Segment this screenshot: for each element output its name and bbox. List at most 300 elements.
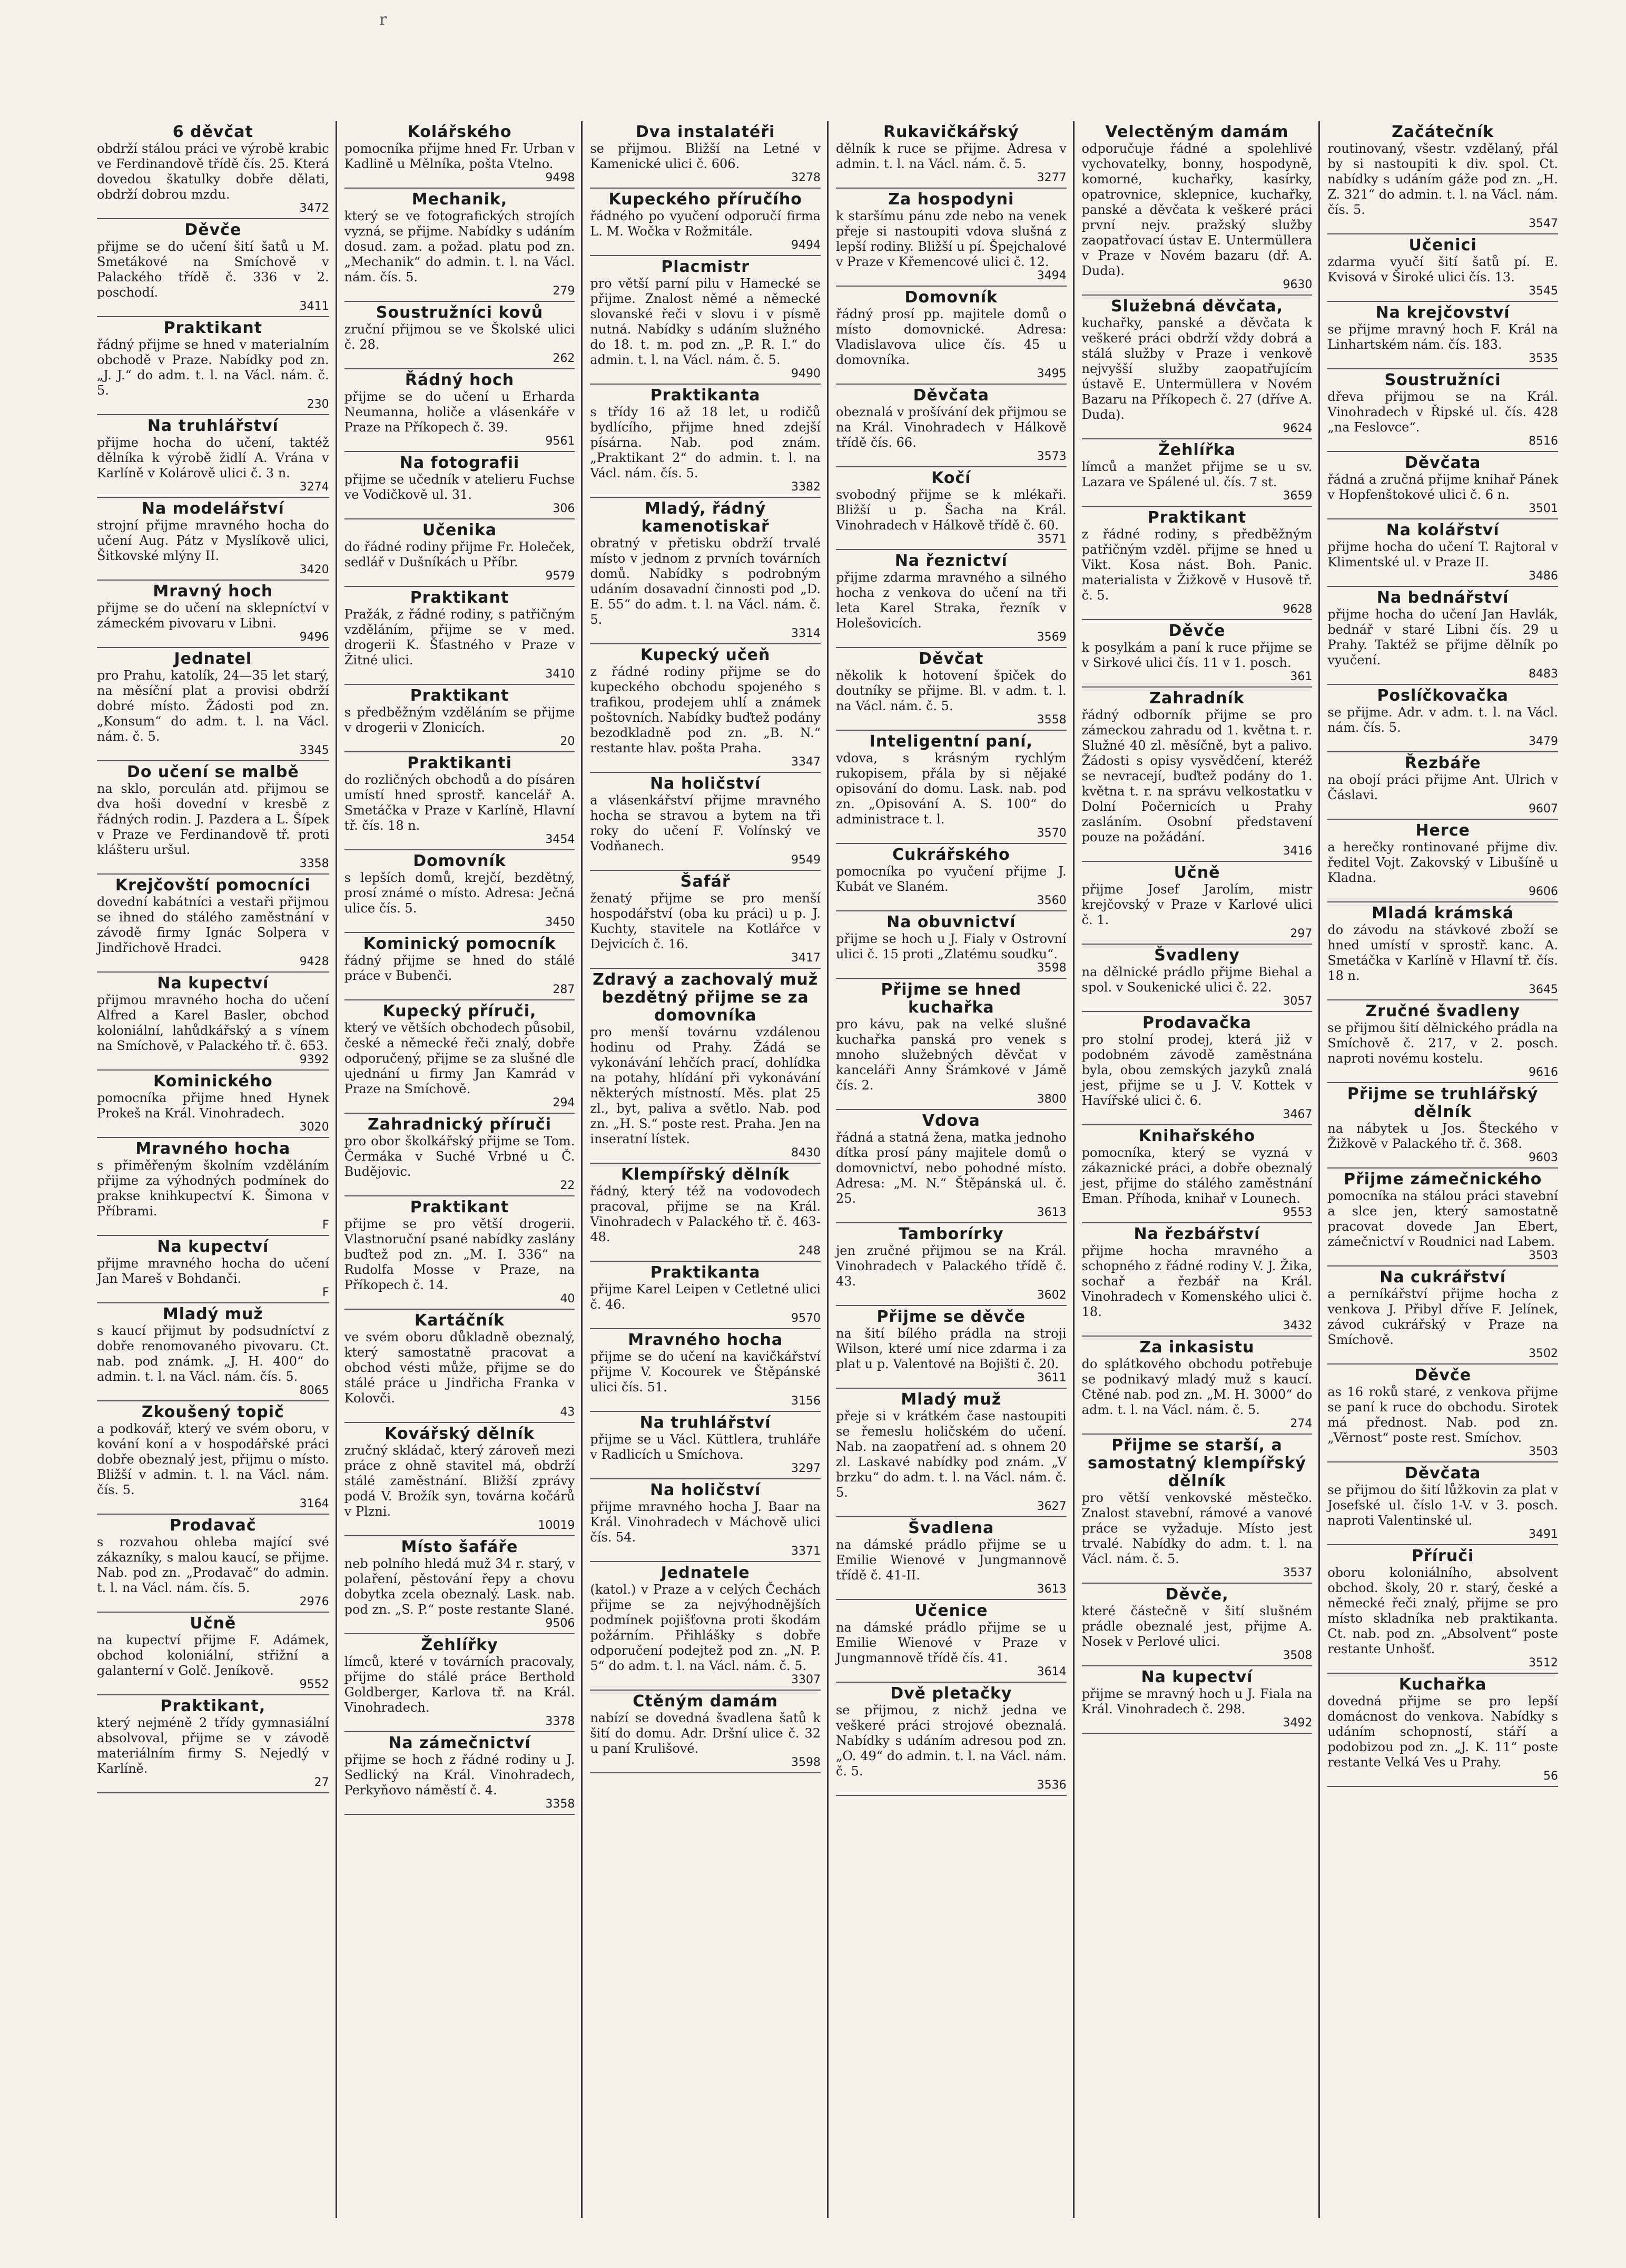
classified-ad — [344, 1536, 575, 1634]
ad-text — [590, 1711, 821, 1769]
ad-title: Děvče — [1414, 1366, 1472, 1385]
ad-body: několik k hotovení špiček do doutníky se přijme. Bl. v adm. t. l. na Václ. nám. č. 5. — [835, 668, 1067, 713]
column-4 — [827, 121, 1073, 2218]
ad-body: do řádné rodiny přijme Fr. Holeček, sedlář v Dušníkách u Příbr. — [344, 539, 575, 570]
ad-text — [97, 239, 329, 313]
ad-title: Na cukrářství — [1379, 1268, 1506, 1287]
classified-ad — [836, 731, 1067, 844]
ad-code: 9607 — [1528, 802, 1558, 816]
ad-text — [1327, 607, 1558, 681]
classified-ad — [97, 219, 329, 317]
classified-ad — [344, 121, 575, 189]
classified-ad — [344, 1310, 575, 1423]
ad-code: 3020 — [299, 1121, 329, 1134]
ad-code: 3432 — [1283, 1319, 1313, 1332]
ad-body: přijme se pro větší drogerii. Vlastnoruční psané nabídky zaslány buďtež pod zn. „M. I. 336“ na Rudolfa Mosse v Praze, na Příkopech č. 14. — [344, 1216, 575, 1292]
ad-body: přijme zdarma mravného a silného hocha z venkova do učení na tři leta Karel Straka, řezník v Holešovicích. — [835, 570, 1067, 631]
classified-ad — [590, 498, 821, 644]
ad-body: přijme se hoch u J. Fialy v Ostrovní ulici č. 15 proti „Zlatému soudku“. — [835, 931, 1067, 961]
ad-code: 9494 — [791, 239, 821, 252]
ad-body: jen zručné přijmou se na Král. Vinohradech v Palackého třídě č. 43. — [835, 1243, 1067, 1289]
ad-body: na dámské prádlo přijme se u Emilie Wienové v Praze v Jungmannově třídě čís. 41. — [835, 1620, 1067, 1665]
ad-code: F — [322, 1219, 329, 1232]
classified-ad — [836, 385, 1067, 467]
ad-text — [1327, 1020, 1558, 1079]
ad-body: z řádné rodiny přijme se do kupeckého obchodu spojeného s trafikou, prodejem uhlí a známek poštovních. Nabídky buďtež podány bezodkladně pod zn. „B. N.“ restante hlav. pošta Praha. — [590, 664, 821, 755]
ad-code: 3495 — [1037, 367, 1067, 380]
ad-body: dělník k ruce se přijme. Adresa v admin. t. l. na Václ. nám. č. 5. — [835, 141, 1067, 171]
ad-code: 262 — [553, 352, 575, 365]
ad-text — [97, 1158, 329, 1232]
classified-ad — [344, 933, 575, 1000]
ad-text — [1327, 1189, 1558, 1262]
ad-code: 361 — [1290, 670, 1313, 683]
classified-ad — [1082, 1125, 1313, 1223]
classified-ad — [97, 648, 329, 761]
ad-code: 2976 — [299, 1595, 329, 1608]
ad-text — [590, 1582, 821, 1686]
ad-title: Praktikant — [410, 588, 509, 607]
ad-title: Zkoušený topič — [141, 1403, 284, 1421]
classified-ad — [836, 1683, 1067, 1796]
ad-code: 3491 — [1528, 1528, 1558, 1541]
ad-code: 3486 — [1528, 570, 1558, 583]
classified-ad — [836, 1600, 1067, 1683]
classified-ad — [1327, 820, 1558, 902]
ad-code: 3501 — [1528, 502, 1558, 515]
ad-title: Učenika — [422, 521, 497, 539]
classified-ad — [97, 875, 329, 973]
ad-title: Kominický pomocník — [363, 935, 556, 953]
column-1 — [90, 121, 336, 2218]
ad-body: přijme se mravný hoch u J. Fiala na Král. Vinohradech č. 298. — [1081, 1686, 1313, 1716]
ad-body: přijme Josef Jarolím, mistr krejčovský v Praze v Karlové ulici č. 1. — [1081, 882, 1313, 927]
ad-body: pro větší venkovské městečko. Znalost stavební, rámové a vanové práce se vyžaduje. Místo jest trvalé. Nabídky do adm. t. l. na Václ. nám. č. 5. — [1081, 1490, 1313, 1566]
ad-text — [1327, 705, 1558, 748]
classified-ad — [344, 1732, 575, 1815]
classified-ad — [590, 385, 821, 498]
ad-title: Praktikant — [410, 1198, 509, 1216]
ad-text — [1082, 882, 1313, 940]
ad-text — [97, 141, 329, 215]
ad-title: Přijme se děvče — [876, 1308, 1026, 1326]
ad-code: 3307 — [791, 1673, 821, 1686]
ad-title: Domovník — [904, 288, 998, 307]
ad-body: obratný v přetisku obdrží trvalé místo v jednom z prvních továrních domů. Nabídky s podrobným udáním dosavadní činnosti pod „D. E. 55“ do adm. t. l. na Václ. nám. č. 5. — [590, 536, 821, 627]
ad-text — [1082, 316, 1313, 435]
ad-text — [344, 141, 575, 184]
classified-ad — [1082, 439, 1313, 507]
ad-body: do splátkového obchodu potřebuje se podnikavý mladý muž s kaucí. Ctěné nab. pod zn. „M. H. 3000“ do adm. t. l. na Václ. nám. č. 5. — [1081, 1357, 1313, 1417]
ad-code: 9392 — [299, 1053, 329, 1066]
ad-code: 3613 — [1037, 1583, 1067, 1596]
ad-code: 3611 — [1037, 1371, 1067, 1385]
ad-code: 22 — [560, 1179, 575, 1192]
ad-code: 3537 — [1283, 1566, 1313, 1579]
ad-title: Na krejčovství — [1375, 303, 1510, 322]
ad-title: Řezbáře — [1404, 754, 1481, 772]
ad-code: 3570 — [1037, 827, 1067, 840]
ad-code: 9552 — [299, 1678, 329, 1691]
ad-text — [97, 337, 329, 411]
ad-code: 3512 — [1528, 1656, 1558, 1670]
ad-body: do rozličných obchodů a do písáren umístí hned sprostř. kancelář A. Smetáčka v Praze v Karlíně, Hlavní tř. čís. 18 n. — [344, 772, 575, 833]
ad-code: 3494 — [1037, 269, 1067, 282]
ad-title: Mladý muž — [162, 1305, 263, 1323]
ad-code: 287 — [553, 983, 575, 996]
ad-body: do závodu na stávkové zboží se hned umístí v sprostř. kanc. A. Smetáčka v Karlíně v Hlavní tř. čís. 18 n. — [1327, 922, 1558, 983]
ad-text — [344, 705, 575, 748]
ad-code: 9624 — [1283, 422, 1313, 435]
ad-code: 3371 — [791, 1545, 821, 1558]
ad-title: Kolářského — [407, 123, 512, 141]
ad-title: Praktikanta — [650, 386, 761, 405]
ad-body: a herečky rontinované přijme div. ředitel Vojt. Zakovský v Libušíně u Kladna. — [1327, 840, 1558, 885]
classified-ad — [1082, 688, 1313, 862]
ad-body: řádný odborník přijme se pro zámeckou zahradu od 1. května t. r. Služné 40 zl. měsíčně, byt a palivo. Žádosti s opisy vysvědčení, kteréž se nevracejí, buďtež podány do 1. května t. r. na správu velkostatku v Dolní Počernicích u Prahy zasláním. Osobní představení pouze na požádání. — [1081, 708, 1313, 845]
ad-code: 3345 — [299, 744, 329, 757]
ad-code: 3420 — [299, 563, 329, 576]
classified-ad — [1082, 121, 1313, 296]
classified-ad — [1082, 507, 1313, 620]
ad-title: Přijme se hned kuchařka — [881, 980, 1022, 1017]
ad-text — [836, 1537, 1067, 1596]
ad-body: přijme hocha do učení Jan Havlák, bednář v staré Libni čís. 29 u Prahy. Taktéž se přijme dělník po vyučení. — [1327, 607, 1558, 667]
ad-text — [836, 1243, 1067, 1302]
ad-code: 43 — [560, 1406, 575, 1419]
ad-title: Na fotografii — [399, 454, 520, 472]
classified-ad — [1082, 1337, 1313, 1435]
ad-body: oboru koloniálního, absolvent obchod. školy, 20 r. starý, české a německé řeči znalý, přijme se pro místo skladníka neb praktikanta. Ct. nab. pod zn. „Absolvent“ poste restante Unhošť. — [1327, 1565, 1558, 1656]
ad-body: se přijmou, z nichž jedna ve veškeré práci strojové obeznalá. Nabídky s udáním adresou pod zn. „O. 49“ do admin. t. l. na Václ. nám. č. 5. — [835, 1703, 1067, 1779]
ad-body: dovední kabátníci a vestaři přijmou se ihned do stálého zaměstnání v závodě firmy Ignác Solpera v Jindřichově Hradci. — [97, 895, 329, 955]
ad-code: 9496 — [299, 631, 329, 644]
ad-title: Prodavač — [169, 1516, 257, 1535]
classified-ad — [590, 773, 821, 871]
ad-text — [97, 601, 329, 644]
ad-code: 9428 — [299, 955, 329, 968]
ad-text — [344, 1752, 575, 1811]
ad-text — [836, 1409, 1067, 1513]
classified-ad — [97, 1515, 329, 1613]
ad-code: 230 — [307, 398, 329, 411]
ad-title: Kupecký příruči, — [382, 1002, 537, 1020]
ad-title: Švadleny — [1154, 946, 1240, 965]
ad-title: Na obuvnictví — [886, 913, 1016, 931]
ad-body: který nejméně 2 třídy gymnasiální absolvoval, přijme se v závodě materiálním firmy S. Nejedlý v Karlíně. — [97, 1715, 329, 1776]
ad-body: na obojí práci přijme Ant. Ulrich v Čáslavi. — [1327, 772, 1558, 802]
ad-body: pro větší parní pilu v Hamecké se přijme. Znalost němé a německé slovanské řeči v slovu i v písmě nutná. Nabídky s udáním služného do 18. t. m. pod zn. „P. R. I.“ do admin. t. l. na Václ. nám. č. 5. — [590, 276, 821, 367]
ad-body: na sklo, porculán atd. přijmou se dva hoši dovední v kresbě z řádných rodin. J. Pazdera a L. Šípek v Praze ve Ferdinandově tř. proti klášteru uršul. — [97, 781, 329, 857]
ad-code: 9490 — [791, 367, 821, 380]
classified-ad — [1327, 1674, 1558, 1787]
ad-text — [1082, 1686, 1313, 1730]
ad-title: Jednatel — [174, 650, 252, 668]
ad-title: Mravný hoch — [153, 582, 273, 601]
ad-text — [1327, 922, 1558, 996]
ad-body: se přijmou do šití lůžkovin za plat v Josefské ul. číslo 1-V. v 3. posch. naproti Valentinské ul. — [1327, 1482, 1558, 1528]
ad-body: pomocníka přijme hned Hynek Prokeš na Král. Vinohradech. — [97, 1091, 329, 1121]
ad-body: routinovaný, všestr. vzdělaný, přál by si nastoupiti k div. spol. Ct. nabídky s udáním gáže pod zn. „H. Z. 321“ do admin. t. l. na Václ. nám. čís. 5. — [1327, 141, 1558, 217]
ad-code: 3411 — [299, 300, 329, 313]
ad-text — [344, 1020, 575, 1110]
classified-ad — [97, 1071, 329, 1138]
classified-ad — [344, 369, 575, 452]
classified-ad — [590, 969, 821, 1164]
ad-title: Kovářský dělník — [385, 1425, 535, 1443]
ad-title: Klempířský dělník — [621, 1165, 790, 1184]
classified-ad — [590, 1479, 821, 1562]
ad-body: přeje si v krátkém čase nastoupiti se řemeslu holičském do učení. Nab. na zaopatření ad. s ohnem 20 zl. Laskavé nabídky pod znám. „V brzku“ do adm. t. l. na Václ. nám. č. 5. — [835, 1409, 1067, 1500]
ad-text — [344, 1654, 575, 1728]
ad-title: Soustružníci — [1384, 371, 1501, 389]
ad-code: 3659 — [1283, 489, 1313, 503]
classified-ad — [836, 648, 1067, 731]
ad-title: Na kolářství — [1386, 521, 1500, 539]
ad-body: kuchařky, panské a děvčata k veškeré práci obdrží vždy dobrá a stálá služby v Praze i venkově nejvyšší služby zaopatřujícím ústavě E. Untermüllera v Novém Bazaru na Příkopech č. 27 (dříve A. Duda). — [1081, 316, 1313, 422]
ad-title: Na řezbářství — [1134, 1225, 1260, 1243]
ad-title: Švadlena — [908, 1519, 994, 1537]
classified-ad — [1327, 369, 1558, 452]
ad-body: pomocníka na stálou práci stavební a slce jen, který samostatně pracovat dovede Jan Ebert, zámečnictví v Roudnici nad Labem. — [1327, 1189, 1558, 1249]
ad-title: Praktikant — [410, 686, 509, 705]
ad-code: 297 — [1290, 927, 1313, 940]
ad-body: řádná a statná žena, matka jednoho dítka prosí pány majitele domů o domovnictví, nebo pohodné místo. Adresa: „M. N.“ Štěpánská ul. č. 25. — [835, 1130, 1067, 1206]
ad-title: Mladý muž — [901, 1390, 1002, 1409]
ad-code: 248 — [798, 1244, 821, 1258]
ad-body: s přiměřeným školním vzděláním přijme za výhodných podmínek do prakse knihkupectví K. Šimona v Příbrami. — [97, 1158, 329, 1219]
ad-title: Zručné švadleny — [1365, 1002, 1520, 1020]
ad-title: Prodavačka — [1142, 1014, 1251, 1032]
classified-ad — [97, 498, 329, 581]
classified-ad — [1327, 1266, 1558, 1364]
ad-code: 3598 — [791, 1756, 821, 1769]
ad-title: Na truhlářství — [639, 1413, 771, 1432]
ad-text — [344, 772, 575, 846]
ad-text — [836, 1326, 1067, 1385]
ad-text — [344, 870, 575, 929]
ad-code: 3569 — [1037, 631, 1067, 644]
ad-text — [1327, 1385, 1558, 1458]
ad-title: Tamborírky — [899, 1225, 1004, 1243]
ad-body: s třídy 16 až 18 let, u rodičů bydlícího, přijme hned zdejší písárna. Nab. pod znám. „Praktikant 2“ do admin. t. l. na Václ. nám. čís. 5. — [590, 405, 821, 480]
ad-body: řádná a zručná přijme knihař Pánek v Hopfenštokové ulici č. 6 n. — [1327, 472, 1558, 502]
ad-code: F — [322, 1286, 329, 1299]
ad-body: svobodný přijme se k mlékaři. Bližší u p. Šacha na Král. Vinohradech v Hálkově třídě č. 60. — [835, 487, 1067, 533]
ad-body: s předběžným vzděláním se přijme v drogerii v Zlonicích. — [344, 705, 575, 735]
ad-body: dřeva přijmou se na Král. Vinohradech v Řipské ul. čís. 428 „na Feslovce“. — [1327, 389, 1558, 435]
ad-text — [1327, 389, 1558, 448]
ad-text — [836, 864, 1067, 907]
ad-text — [590, 664, 821, 769]
ad-body: přijme hocha do učení T. Rajtoral v Klimentské ul. v Praze II. — [1327, 539, 1558, 570]
ad-text — [344, 389, 575, 448]
ad-text — [344, 1134, 575, 1192]
classified-page — [90, 121, 1564, 2218]
ad-body: řádný, který též na vodovodech pracoval, přijme se na Král. Vinohradech v Palackého tř. č. 463-48. — [590, 1184, 821, 1244]
classified-ad — [1327, 1169, 1558, 1266]
ad-body: se přijmou. Bližší na Letné v Kamenické ulici č. 606. — [590, 141, 821, 171]
ad-text — [1082, 965, 1313, 1008]
ad-body: přijme se u Václ. Küttlera, truhláře v Radlicích u Smíchova. — [590, 1432, 821, 1462]
ad-title: Cukrářského — [892, 846, 1010, 864]
ad-text — [836, 209, 1067, 282]
ad-body: odporučuje řádné a spolehlivé vychovatelky, bonny, hospodyně, komorné, kuchařky, kasírky, opatrovnice, sklepnice, kuchařky, panské a děvčata k veškeré práci první nejv. pražský služby zaopatřovací ústav E. Untermüllera v Praze v Novém bazaru (dř. A. Duda). — [1081, 141, 1313, 278]
ad-text — [836, 1620, 1067, 1678]
classified-ad — [97, 1401, 329, 1515]
ad-text — [97, 1091, 329, 1134]
ad-text — [97, 1323, 329, 1397]
ad-body: který ve větších obchodech působil, české a německé řeči znalý, dobře odporučený, přijme se za slušné dle ujednání u firmy Jan Kamrád v Praze na Smíchově. — [344, 1020, 575, 1096]
classified-ad — [590, 121, 821, 189]
ad-title: Místo šafáře — [401, 1538, 518, 1556]
ad-body: řádného po vyučení odporučí firma L. M. Wočka v Rožmitále. — [590, 209, 821, 239]
ad-text — [97, 518, 329, 576]
ad-title: Inteligentní paní, — [869, 732, 1033, 751]
classified-ad — [836, 1389, 1067, 1517]
classified-ad — [836, 1306, 1067, 1389]
classified-ad — [590, 256, 821, 385]
ad-code: 3613 — [1037, 1206, 1067, 1219]
ad-body: pomocníka po vyučení přijme J. Kubát ve Slaném. — [835, 864, 1067, 894]
ad-code: 9603 — [1528, 1151, 1558, 1164]
ad-title: Začátečník — [1392, 123, 1494, 141]
ad-title: Praktikant, — [160, 1697, 266, 1715]
ad-text — [344, 1216, 575, 1305]
ad-body: pomocníka přijme hned Fr. Urban v Kadlině u Mělníka, pošta Vtelno. — [344, 141, 575, 171]
ad-title: Děvče, — [1165, 1585, 1229, 1604]
ad-body: se přijmou šití dělnického prádla na Smíchově č. 217, v 2. posch. naproti novému kostelu. — [1327, 1020, 1558, 1066]
ad-body: zručný skládač, který zároveň mezi práce z ohně stavitel má, obdrží stálé zaměstnání. Bližší zprávy podá V. Brožík syn, továrna kočárů v Plzni. — [344, 1443, 575, 1519]
ad-title: Příruči — [1412, 1547, 1474, 1565]
ad-text — [97, 1535, 329, 1608]
classified-ad — [97, 1303, 329, 1401]
column-6 — [1318, 121, 1564, 2218]
classified-ad — [1082, 1435, 1313, 1584]
ad-body: řádný prosí pp. majitele domů o místo domovnické. Adresa: Vladislavova ulice čís. 45 u domovníka. — [835, 307, 1067, 367]
ad-title: Praktikant — [1147, 508, 1247, 527]
classified-ad — [344, 452, 575, 519]
ad-text — [97, 1715, 329, 1789]
ad-code: 294 — [553, 1096, 575, 1110]
ad-text — [836, 307, 1067, 380]
ad-title: Vdova — [922, 1112, 980, 1130]
ad-code: 8430 — [791, 1146, 821, 1160]
classified-ad — [1327, 902, 1558, 1000]
ad-body: které částečně v šití slušném prádle obeznalé jest, přijme A. Nosek v Perlové ulici. — [1081, 1604, 1313, 1649]
classified-ad — [836, 1223, 1067, 1306]
ad-title: Na bednářství — [1376, 588, 1509, 607]
classified-ad — [1082, 296, 1313, 439]
classified-ad — [836, 550, 1067, 648]
classified-ad — [97, 1613, 329, 1695]
ad-title: 6 děvčat — [172, 123, 253, 141]
ad-title: Děvčata — [1404, 1464, 1481, 1482]
classified-ad — [1082, 862, 1313, 945]
ad-text — [590, 209, 821, 252]
ad-code: 27 — [314, 1776, 329, 1789]
ad-text — [590, 405, 821, 494]
ad-body: pomocníka, který se vyzná v zákaznické práci, a dobře obeznalý jest, přijme do stálého zaměstnání Eman. Příhoda, knihař v Lounech. — [1081, 1145, 1313, 1206]
ad-body: (katol.) v Praze a v celých Čechách přijme se za nejvýhodnějších podmínek pojišťovna proti škodám požárním. Přihlášky s dobře odporučení podejtež pod zn. „N. P. 5“ do adm. t. l. na Václ. nám. č. 5. — [590, 1582, 821, 1673]
ad-body: přijme se do učení šití šatů u M. Smetákové na Smíchově v Palackého třídě č. 336 v 2. poschodí. — [97, 239, 329, 300]
ad-title: Děvče — [1168, 622, 1226, 640]
ad-code: 9570 — [791, 1312, 821, 1325]
classified-ad — [1082, 1666, 1313, 1734]
ad-body: ve svém oboru důkladně obeznalý, který samostatně pracovat a obchod vésti může, přijme se do stálé práce u Jindřicha Franka v Kolovči. — [344, 1330, 575, 1406]
ad-title: Kupeckého příručího — [608, 190, 802, 209]
classified-ad — [590, 1262, 821, 1329]
ad-text — [836, 1130, 1067, 1219]
ad-title: Za hospodyni — [888, 190, 1014, 209]
ad-body: pro Prahu, katolík, 24—35 let starý, na měsíční plat a provisi obdrží dobré místo. Žádosti pod zn. „Konsum“ do adm. t. l. na Václ. nám. č. 5. — [97, 668, 329, 744]
ad-code: 3156 — [791, 1395, 821, 1408]
ad-text — [836, 751, 1067, 840]
ad-title: Šafář — [680, 872, 731, 891]
ad-body: strojní přijme mravného hocha do učení Aug. Pátz v Myslíkově ulici, Šitkovské mlýny II. — [97, 518, 329, 563]
ad-body: pro obor školkářský přijme se Tom. Čermáka v Suché Vrbné u Č. Budějovic. — [344, 1134, 575, 1179]
ad-body: s kaucí přijmut by podsudníctví z dobře renomovaného pivovaru. Ct. nab. pod známk. „J. H. 400“ do admin. t. l. na Václ. nám. čís. 5. — [97, 1323, 329, 1384]
classified-ad — [836, 844, 1067, 911]
classified-ad — [97, 973, 329, 1071]
ad-code: 3057 — [1283, 995, 1313, 1008]
ad-body: na nábytek u Jos. Šteckého v Žižkově v Palackého tř. č. 368. — [1327, 1121, 1558, 1151]
classified-ad — [1082, 1584, 1313, 1666]
ad-title: Učenice — [914, 1602, 988, 1620]
classified-ad — [836, 121, 1067, 189]
ad-code: 306 — [553, 502, 575, 515]
ad-body: pro stolní prodej, která již v podobném závodě zaměstnána byla, obou zemských jazyků znalá jest, přijme se u J. V. Kottek v Havířské ulici č. 6. — [1081, 1032, 1313, 1108]
ad-text — [836, 1703, 1067, 1792]
ad-title: Velectěným damám — [1105, 123, 1289, 141]
ad-code: 3417 — [791, 951, 821, 965]
ad-text — [1082, 1357, 1313, 1430]
ad-title: Praktikanti — [407, 754, 512, 772]
ad-title: Na zámečnictví — [388, 1734, 531, 1752]
classified-ad — [344, 587, 575, 685]
column-5 — [1073, 121, 1319, 2218]
ad-title: Přijme zámečnického — [1343, 1170, 1542, 1189]
ad-title: Do učení se malbě — [126, 763, 299, 781]
ad-text — [97, 668, 329, 757]
ad-text — [344, 1330, 575, 1419]
ad-text — [1327, 1694, 1558, 1783]
ad-code: 3277 — [1037, 171, 1067, 184]
ad-code: 3558 — [1037, 713, 1067, 726]
ad-body: řádný přijme se hned do stálé práce v Bubenči. — [344, 953, 575, 983]
ad-body: k posylkám a paní k ruce přijme se v Sirkové ulici čís. 11 v 1. posch. — [1081, 640, 1313, 670]
classified-ad — [590, 871, 821, 969]
classified-ad — [836, 1110, 1067, 1223]
ad-title: Učně — [1174, 863, 1220, 882]
ad-code: 3492 — [1283, 1716, 1313, 1730]
classified-ad — [836, 467, 1067, 550]
ad-title: Služebná děvčata, — [1111, 297, 1283, 316]
classified-ad — [590, 1691, 821, 1773]
ad-code: 3467 — [1283, 1108, 1313, 1121]
ad-title: Poslíčkovačka — [1377, 686, 1509, 705]
ad-text — [1327, 840, 1558, 898]
ad-text — [97, 993, 329, 1066]
ad-title: Herce — [1415, 821, 1470, 840]
ad-body: Pražák, z řádné rodiny, s patřičným vzděláním, přijme se v med. drogerii K. Šťastného v Praze v Žitné ulici. — [344, 607, 575, 667]
ad-code: 3297 — [791, 1462, 821, 1475]
ad-title: Soustružníci kovů — [376, 303, 544, 322]
classified-ad — [1327, 1083, 1558, 1169]
ad-body: neb polního hledá muž 34 r. starý, v polaření, pěstování řepy a chovu dobytka zcela obeznalý. Lask. nab. pod zn. „S. P.“ poste restante Slané. — [344, 1556, 575, 1617]
ad-body: a vlásenkářství přijme mravného hocha se stravou a bytem na tři roky do učení F. Volínský ve Vodňanech. — [590, 793, 821, 853]
ad-body: dovedná přijme se pro lepší domácnost do venkova. Nabídky s udáním schopností, stáří a podobizou pod zn. „J. K. 11“ poste restante Velká Ves u Prahy. — [1327, 1694, 1558, 1770]
